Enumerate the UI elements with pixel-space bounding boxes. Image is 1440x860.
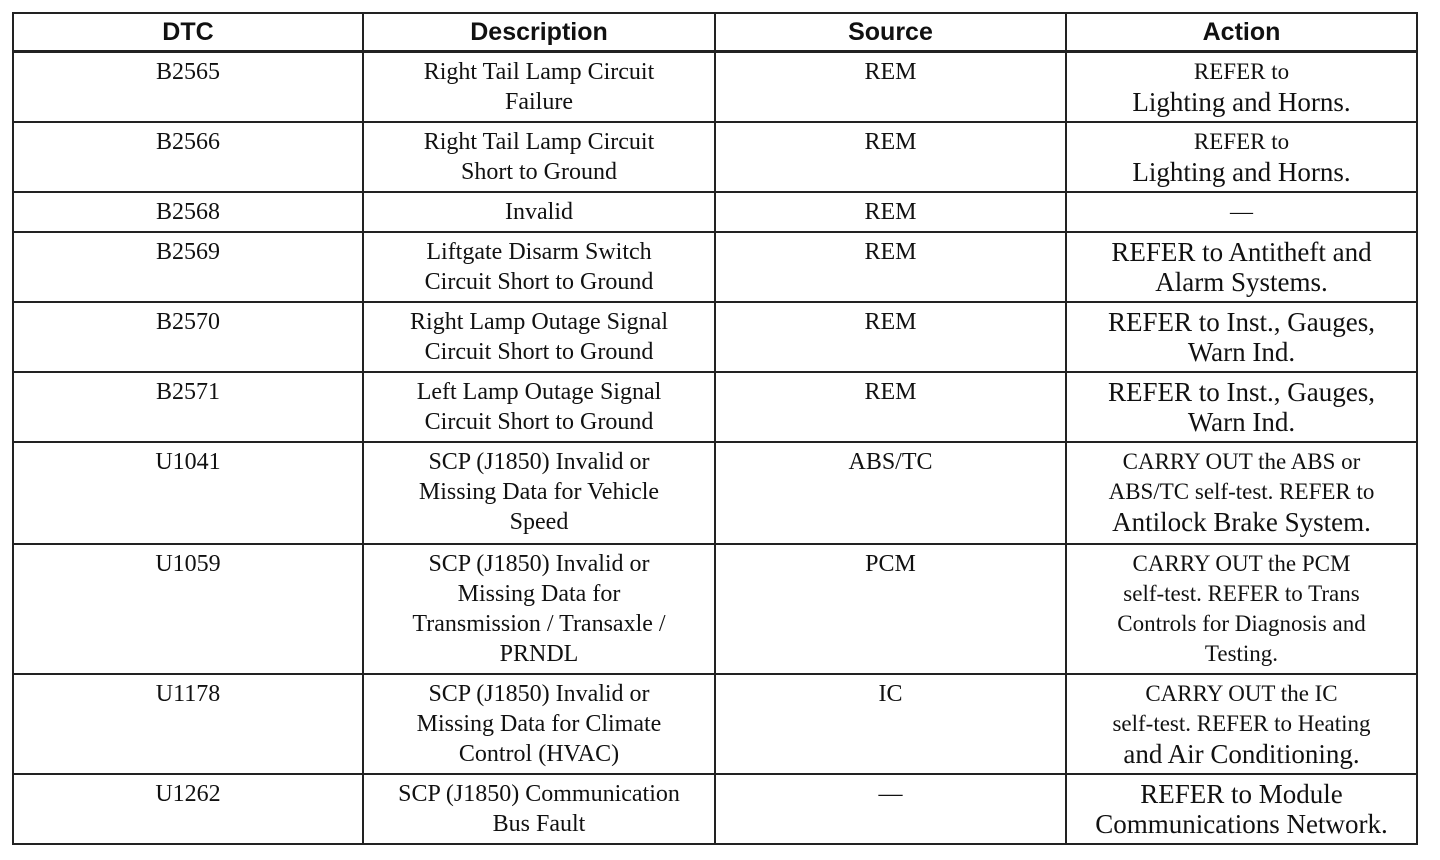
header-action: Action — [1066, 13, 1417, 52]
table-row — [13, 674, 1417, 774]
table-body — [13, 52, 1417, 845]
table-row — [13, 372, 1417, 442]
action-line: CARRY OUT the IC — [1145, 681, 1338, 706]
cell-dtc: B2569 — [13, 232, 363, 302]
cell-action — [1066, 192, 1417, 232]
cell-description — [363, 774, 715, 844]
cell-description — [363, 372, 715, 442]
cell-source: REM — [715, 192, 1066, 232]
cell-action — [1066, 302, 1417, 372]
cell-description — [363, 544, 715, 674]
cell-description — [363, 232, 715, 302]
action-line: REFER to Module — [1140, 779, 1343, 809]
description-line: Missing Data for Climate — [416, 711, 662, 737]
description-line: Bus Fault — [492, 811, 586, 837]
table-row — [13, 302, 1417, 372]
action-line: self-test. REFER to Trans — [1123, 581, 1360, 606]
cell-source: PCM — [715, 544, 1066, 674]
action-line: REFER to Inst., Gauges, — [1108, 377, 1375, 407]
description-line: Liftgate Disarm Switch — [426, 239, 652, 265]
cell-action — [1066, 52, 1417, 123]
action-line: Antilock Brake System. — [1112, 507, 1371, 537]
cell-action — [1066, 122, 1417, 192]
header-dtc: DTC — [13, 13, 363, 52]
description-line: Right Tail Lamp Circuit — [423, 59, 655, 85]
cell-dtc: U1178 — [13, 674, 363, 774]
header-description: Description — [363, 13, 715, 52]
action-line: REFER to Inst., Gauges, — [1108, 307, 1375, 337]
cell-source: ABS/TC — [715, 442, 1066, 544]
description-line: Missing Data for — [457, 581, 621, 607]
cell-source: REM — [715, 372, 1066, 442]
table-row — [13, 544, 1417, 674]
action-line: REFER to — [1193, 59, 1290, 84]
cell-action — [1066, 232, 1417, 302]
action-line: CARRY OUT the PCM — [1132, 551, 1351, 576]
cell-description — [363, 674, 715, 774]
description-line: Speed — [509, 509, 569, 535]
action-line: Controls for Diagnosis and — [1117, 611, 1366, 636]
action-line: Lighting and Horns. — [1132, 157, 1351, 187]
action-line: Warn Ind. — [1187, 337, 1296, 367]
description-line: Failure — [505, 89, 573, 115]
description-line: Invalid — [505, 199, 573, 225]
cell-action — [1066, 372, 1417, 442]
description-line: SCP (J1850) Invalid or — [428, 681, 650, 707]
description-line: Right Tail Lamp Circuit — [423, 129, 655, 155]
cell-description — [363, 192, 715, 232]
cell-dtc: U1059 — [13, 544, 363, 674]
description-line: PRNDL — [499, 641, 579, 667]
action-line: Alarm Systems. — [1155, 267, 1328, 297]
header-source: Source — [715, 13, 1066, 52]
action-line: Testing. — [1204, 641, 1279, 666]
table-header — [13, 13, 1417, 52]
cell-description — [363, 302, 715, 372]
action-line: REFER to Antitheft and — [1111, 237, 1372, 267]
table-row — [13, 442, 1417, 544]
cell-action — [1066, 544, 1417, 674]
action-line: Lighting and Horns. — [1132, 87, 1351, 117]
action-line: Warn Ind. — [1187, 407, 1296, 437]
table-row — [13, 232, 1417, 302]
table-row — [13, 52, 1417, 123]
cell-dtc: B2570 — [13, 302, 363, 372]
table-row — [13, 774, 1417, 844]
cell-dtc: U1041 — [13, 442, 363, 544]
cell-source: REM — [715, 52, 1066, 123]
description-line: Right Lamp Outage Signal — [410, 309, 668, 335]
cell-dtc: B2565 — [13, 52, 363, 123]
cell-action — [1066, 674, 1417, 774]
action-line: — — [1230, 199, 1253, 224]
description-line: SCP (J1850) Invalid or — [428, 551, 650, 577]
cell-dtc: B2566 — [13, 122, 363, 192]
dtc-table — [12, 12, 1418, 845]
cell-description — [363, 52, 715, 123]
action-line: CARRY OUT the ABS or — [1122, 449, 1361, 474]
action-line: Communications Network. — [1095, 809, 1388, 839]
description-line: SCP (J1850) Invalid or — [428, 449, 650, 475]
action-line: REFER to — [1193, 129, 1290, 154]
table-row — [13, 122, 1417, 192]
cell-action — [1066, 442, 1417, 544]
cell-source: REM — [715, 122, 1066, 192]
cell-source: REM — [715, 302, 1066, 372]
description-line: Transmission / Transaxle / — [412, 611, 666, 637]
description-line: Missing Data for Vehicle — [418, 479, 660, 505]
description-line: Left Lamp Outage Signal — [416, 379, 662, 405]
description-line: Circuit Short to Ground — [424, 339, 654, 365]
cell-dtc: U1262 — [13, 774, 363, 844]
cell-source: — — [715, 774, 1066, 844]
description-line: Circuit Short to Ground — [424, 409, 654, 435]
cell-description — [363, 442, 715, 544]
cell-action — [1066, 774, 1417, 844]
description-line: SCP (J1850) Communication — [398, 781, 680, 807]
cell-dtc: B2571 — [13, 372, 363, 442]
cell-source: REM — [715, 232, 1066, 302]
header-row — [13, 13, 1417, 52]
action-line: and Air Conditioning. — [1123, 739, 1360, 769]
action-line: ABS/TC self-test. REFER to — [1108, 479, 1375, 504]
description-line: Short to Ground — [461, 159, 617, 185]
cell-dtc: B2568 — [13, 192, 363, 232]
cell-source: IC — [715, 674, 1066, 774]
table-row — [13, 192, 1417, 232]
description-line: Control (HVAC) — [458, 741, 620, 767]
description-line: Circuit Short to Ground — [424, 269, 654, 295]
action-line: self-test. REFER to Heating — [1112, 711, 1371, 736]
cell-description — [363, 122, 715, 192]
